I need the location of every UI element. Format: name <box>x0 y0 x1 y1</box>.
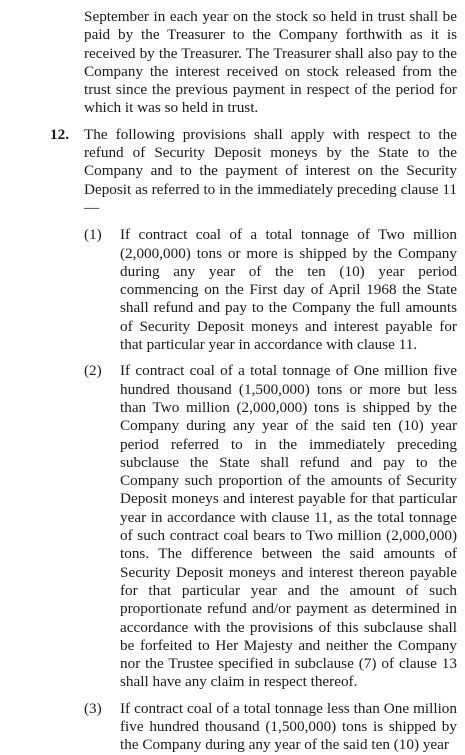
clause-text: The following provisions shall apply with respect to the refund of Security Deposit moneys by the State to the Company and to the payment of interest on the Security Deposit as referred to in the immediately preceding clause 11— <box>84 125 457 216</box>
document-page <box>0 8 465 755</box>
clause-number: 12. <box>50 125 69 143</box>
subclause-text: If contract coal of a total tonnage less than One million five hundred thousand (1,500,000) tons is shipped by the Company during any year of the said ten (10) year <box>120 699 457 754</box>
subclause-number: (1) <box>84 226 102 244</box>
subclause-1 <box>0 226 465 354</box>
subclause-text: If contract coal of a total tonnage of One million five hundred thousand (1,500,000) tons or more but less than Two million (2,000,000) tons is shipped by the Company during any year of the said ten (10) year period referred to in the immediately preceding subclause the State shall refund and pay to the Company such proportion of the amounts of Security Deposit moneys and interest payable for that particular year in accordance with clause 11, as the total tonnage of such contract coal bears to Two million (2,000,000) tons. The difference between the said amounts of Security Deposit moneys and interest thereon payable for that particular year and the amount of such proportionate refund and/or payment as determined in accordance with the provisions of this subclause shall be forfeited to Her Majesty and neither the Company nor the Trustee specified in subclause (7) of clause 13 shall have any claim in respect thereof. <box>120 362 457 691</box>
clause-12 <box>0 126 465 755</box>
subclause-text: If contract coal of a total tonnage of Two million (2,000,000) tons or more is shipped by the Company during any year of the ten (10) year period commencing on the First day of April 1968 the State shall refund and pay to the Company the full amounts of Security Deposit moneys and interest payable for that particular year in accordance with clause 11. <box>120 226 457 354</box>
lead-paragraph: September in each year on the stock so held in trust shall be paid by the Treasurer to the Company forthwith as it is received by the Treasurer. The Treasurer shall also pay to the Company the interest received on stock released from the trust since the previous payment in respect of the period for which it was so held in trust. <box>84 8 457 117</box>
subclause-number: (2) <box>84 362 102 380</box>
subclause-2 <box>0 362 465 691</box>
subclause-3 <box>0 700 465 755</box>
subclause-number: (3) <box>84 699 102 717</box>
